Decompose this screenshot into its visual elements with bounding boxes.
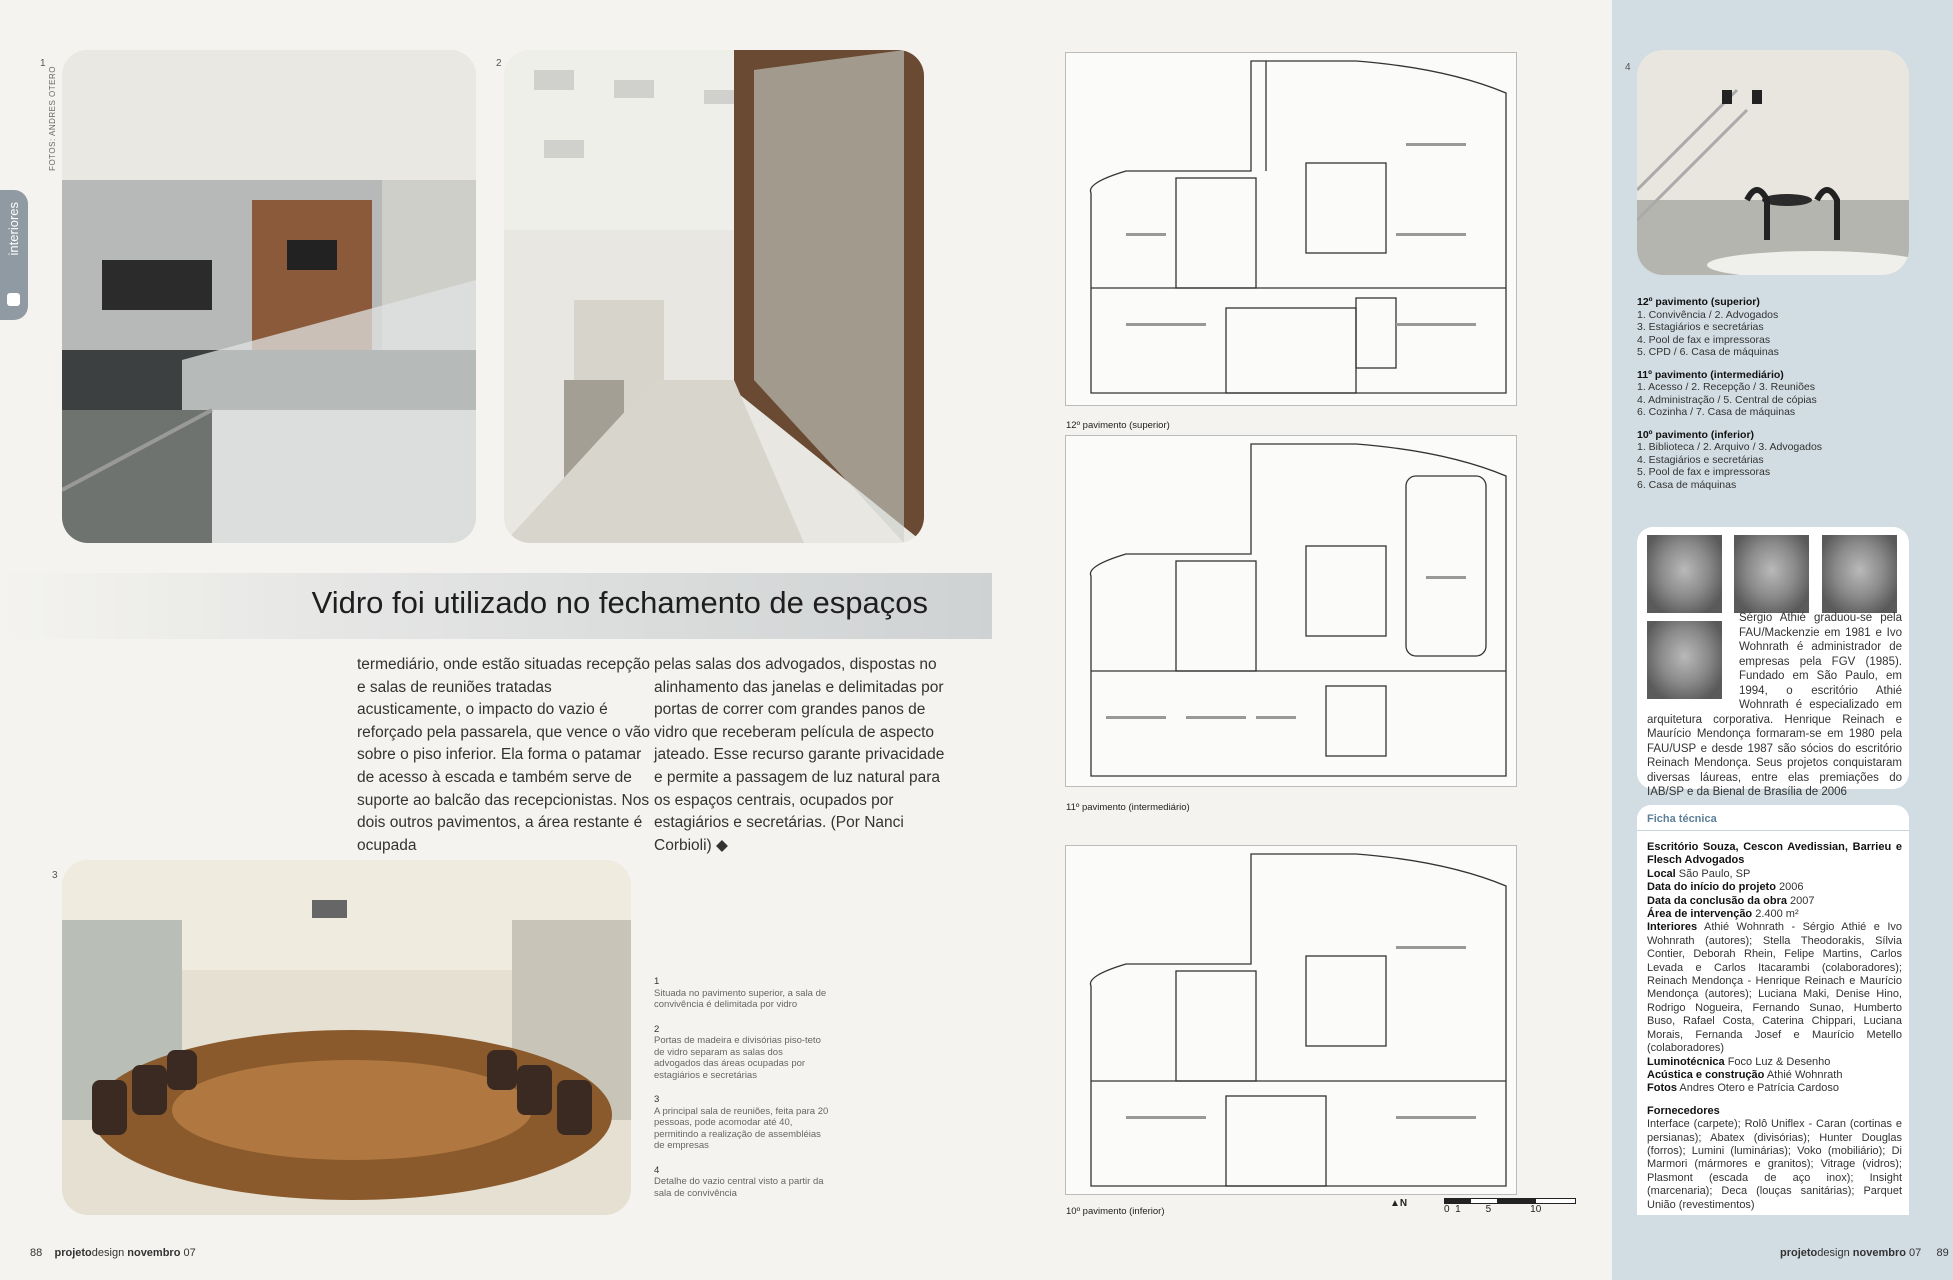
- start-date-value: 2006: [1779, 881, 1804, 894]
- photo-3-meeting-room: [62, 860, 631, 1215]
- photos-value: Andres Otero e Patrícia Cardoso: [1679, 1082, 1839, 1095]
- caption-1: [654, 976, 829, 1011]
- right-issue-month: novembro: [1852, 1247, 1906, 1259]
- caption-2: [654, 1024, 829, 1082]
- interiors-label: Interiores: [1647, 921, 1698, 934]
- floor-plan-12: [1065, 52, 1517, 406]
- bio-float-spacer: [1647, 611, 1739, 701]
- caption-2-number: 2: [654, 1023, 660, 1035]
- technical-sheet-divider: [1637, 830, 1909, 831]
- floor-plan-10: [1065, 845, 1517, 1195]
- authors-bio-box: [1637, 527, 1909, 798]
- section-tab: [0, 190, 28, 320]
- photo-credit: FOTOS: ANDRES OTERO: [48, 66, 57, 171]
- legend-11-title: 11º pavimento (intermediário): [1637, 368, 1784, 381]
- right-page-number: 89: [1936, 1247, 1949, 1259]
- legend-10-line: 1. Biblioteca / 2. Arquivo / 3. Advogados: [1637, 441, 1823, 453]
- area-label: Área de intervenção: [1647, 908, 1753, 921]
- headline-banner: [0, 573, 992, 639]
- left-issue-year: 07: [183, 1247, 196, 1259]
- body-column-1: termediário, onde estão situadas recepção e salas de reuniões tratadas acusticamente, o impacto do vazio é reforçado pela passarela, que vence o vão sobre o piso inferior. Ela forma o patamar de acesso à escada e também serve de suporte ao balcão das recepcionistas. Nos dois outros pavimentos, a área restante é ocupada: [357, 656, 650, 854]
- photo-number-2: 2: [496, 58, 502, 69]
- photos-label: Fotos: [1647, 1082, 1677, 1095]
- caption-2-text: Portas de madeira e divisórias piso-teto de vidro separam as salas dos advogados das áreas ocupadas por estagiários e secretárias: [654, 1035, 821, 1081]
- caption-1-number: 1: [654, 976, 660, 987]
- legend-12: [1637, 296, 1927, 359]
- suppliers-label: Fornecedores: [1647, 1104, 1720, 1117]
- author-portrait: [1822, 535, 1897, 613]
- acoustics-value: Athié Wohnrath: [1766, 1068, 1843, 1081]
- legend-12-line: 1. Convivência / 2. Advogados: [1637, 308, 1779, 321]
- legend-11-line: 1. Acesso / 2. Recepção / 3. Reuniões: [1637, 381, 1816, 393]
- photo-1-lounge: [62, 50, 476, 543]
- legend-12-line: 4. Pool de fax e impressoras: [1637, 333, 1771, 346]
- north-arrow-icon: ▲N: [1390, 1198, 1408, 1209]
- area-value: 2.400 m²: [1755, 908, 1799, 921]
- legend-10: [1637, 429, 1927, 492]
- plan-label-11: 11º pavimento (intermediário): [1066, 802, 1190, 813]
- project-name: Escritório Souza, Cescon Avedissian, Barrieu e Flesch Advogados: [1647, 841, 1902, 867]
- floor-plan-11: [1065, 435, 1517, 787]
- legend-11-line: 4. Administração / 5. Central de cópias: [1637, 393, 1817, 406]
- legend-11: [1637, 369, 1927, 419]
- end-date-value: 2007: [1790, 894, 1815, 907]
- start-date-label: Data do início do projeto: [1647, 881, 1776, 894]
- headline: Vidro foi utilizado no fechamento de espaços: [311, 585, 928, 620]
- legend-10-line: 5. Pool de fax e impressoras: [1637, 466, 1771, 478]
- right-magazine-name-a: projeto: [1780, 1247, 1818, 1259]
- spacer: [1647, 1096, 1902, 1105]
- right-magazine-name-b: design: [1817, 1247, 1850, 1259]
- suppliers-value: Interface (carpete); Rolô Uniflex - Caran (cortinas e persianas); Abatex (divisórias); Hunter Douglas (forros); Lumini (luminárias); Voko (mobiliário); Di Marmori (mármores e granitos); Vitrage (vidros); Plasmont (escada de aço inox); Insight (marcenaria); Deca (louças sanitárias); Parquet União (revestimentos): [1647, 1118, 1902, 1211]
- caption-1-text: Situada no pavimento superior, a sala de convivência é delimitada por vidro: [654, 987, 827, 1010]
- bio-text-container: [1647, 611, 1902, 800]
- section-tab-square-icon: [7, 293, 20, 306]
- legend-10-line: 4. Estagiários e secretárias: [1637, 453, 1764, 466]
- plan-label-12: 12º pavimento (superior): [1066, 420, 1170, 431]
- right-issue-year: 07: [1909, 1247, 1922, 1259]
- legend-10-line: 6. Casa de máquinas: [1637, 478, 1737, 491]
- footer-left: [30, 1247, 196, 1259]
- bio-text: Sérgio Athié graduou-se pela FAU/Mackenzie em 1981 e Ivo Wohnrath é administrador de empresas pela FGV (1985). Fundado em São Paulo, em 1994, o escritório Athié Wohnrath é especializado em arquitetura corporativa. Henrique Reinach e Maurício Mendonça formaram-se em 1980 pela FAU/USP e desde 1987 são sócios do escritório Reinach Mendonça. Seus projetos conquistaram diversas láureas, entre elas premiações do IAB/SP e da Bienal de Brasília de 2006: [1647, 612, 1902, 798]
- caption-4: [654, 1165, 829, 1200]
- scale-bar: [1444, 1198, 1576, 1215]
- local-value: São Paulo, SP: [1678, 867, 1751, 880]
- left-magazine-name-b: design: [91, 1247, 125, 1259]
- photo-number-4: 4: [1625, 62, 1631, 73]
- technical-sheet: [1637, 805, 1909, 1215]
- photo-number-1: 1: [40, 58, 46, 69]
- left-page-number: 88: [30, 1247, 43, 1259]
- end-date-label: Data da conclusão da obra: [1647, 894, 1787, 907]
- plan-label-10: 10º pavimento (inferior): [1066, 1206, 1165, 1217]
- left-issue-month: novembro: [127, 1247, 181, 1259]
- caption-3: [654, 1094, 829, 1152]
- section-tab-label: interiores: [6, 202, 21, 256]
- footer-right: [1780, 1247, 1949, 1259]
- interiors-value: Athié Wohnrath - Sérgio Athié e Ivo Wohnrath (autores); Stella Theodorakis, Sílvia Contier, Deborah Rhein, Felipe Martins, Carlos Levada e Carlos Itacarambi (colaboradores); Reinach Mendonça - Henrique Reinach e Maurício Mendonça (autores); Luciana Maki, Denise Hino, Rodrigo Nogueira, Fernando Sunao, Humberto Buso, Rafael Costa, Caterina Chippari, Luciana Morais, Fernanda Josef e Maurício Metello (colaboradores): [1647, 921, 1903, 1055]
- technical-sheet-body: [1647, 841, 1902, 1212]
- left-magazine-name-a: projeto: [54, 1247, 92, 1259]
- acoustics-label: Acústica e construção: [1647, 1068, 1765, 1081]
- photo-2-corridor: [504, 50, 924, 543]
- scale-marks: 0 1 5 10: [1444, 1204, 1542, 1215]
- lighting-label: Luminotécnica: [1647, 1055, 1725, 1068]
- legend-12-line: 5. CPD / 6. Casa de máquinas: [1637, 346, 1779, 358]
- technical-sheet-title: Ficha técnica: [1647, 813, 1717, 825]
- lighting-value: Foco Luz & Desenho: [1727, 1055, 1831, 1068]
- body-column-2: pelas salas dos advogados, dispostas no alinhamento das janelas e delimitadas por portas de correr com grandes panos de vidro que receberam película de aspecto jateado. Esse recurso garante privacidade e permite a passagem de luz natural para os espaços centrais, ocupados por estagiários e secretárias. (Por Nanci Corbioli) ◆: [654, 656, 945, 854]
- legend-12-title: 12º pavimento (superior): [1637, 296, 1760, 308]
- photo-number-3: 3: [52, 870, 58, 881]
- caption-4-number: 4: [654, 1164, 660, 1176]
- plan-legend: [1637, 296, 1927, 501]
- photo-captions: [654, 976, 829, 1212]
- legend-10-title: 10º pavimento (inferior): [1637, 428, 1755, 441]
- legend-11-line: 6. Cozinha / 7. Casa de máquinas: [1637, 406, 1796, 418]
- local-label: Local: [1647, 867, 1676, 880]
- photo-4-central-void: [1637, 50, 1909, 275]
- caption-3-text: A principal sala de reuniões, feita para 20 pessoas, pode acomodar até 40, permitindo a realização de assembléias de empresas: [654, 1105, 829, 1151]
- author-portrait: [1647, 535, 1722, 613]
- author-portrait: [1734, 535, 1809, 613]
- north-label: N: [1399, 1198, 1408, 1209]
- legend-12-line: 3. Estagiários e secretárias: [1637, 321, 1764, 333]
- caption-3-number: 3: [654, 1094, 660, 1105]
- caption-4-text: Detalhe do vazio central visto a partir da sala de convivência: [654, 1176, 824, 1199]
